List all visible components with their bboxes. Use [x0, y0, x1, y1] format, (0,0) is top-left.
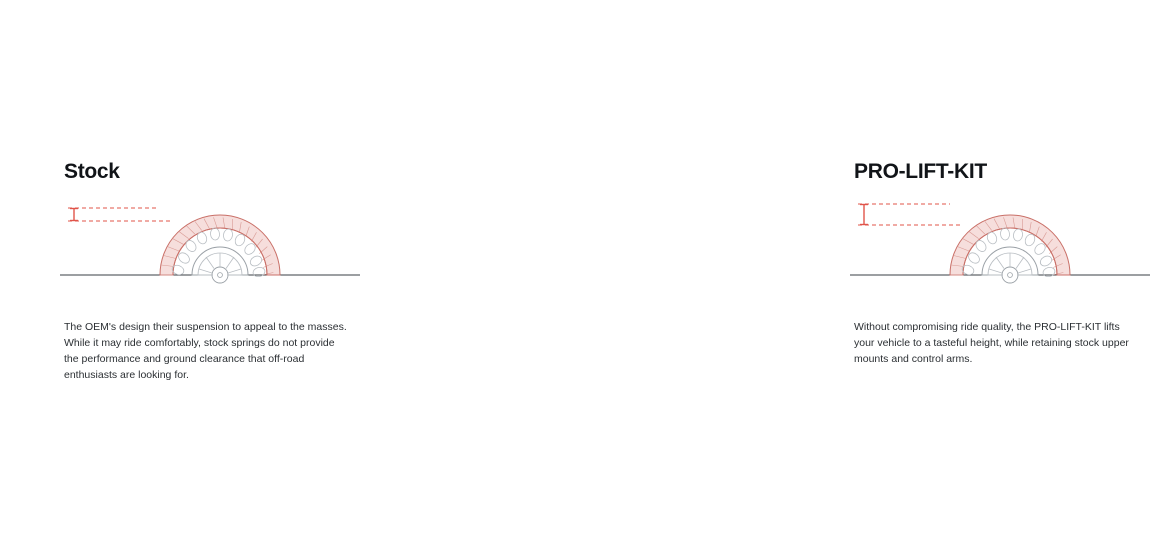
- clearance-measure: [70, 208, 78, 221]
- wheel-clearance-diagram-stock: [60, 188, 360, 298]
- wheel-rim: [192, 247, 248, 283]
- figure-pro-lift-kit: [850, 188, 1150, 298]
- panel-title-stock: Stock: [64, 160, 120, 184]
- wheel-clearance-diagram-pro-lift-kit: [850, 188, 1150, 298]
- wheel-rim: [982, 247, 1038, 283]
- panel-pro-lift-kit: [400, 0, 1129, 534]
- panel-title-pro-lift-kit: PRO-LIFT-KIT: [854, 160, 987, 184]
- panel-stock: [0, 0, 400, 534]
- panel-body-stock: The OEM's design their suspension to appeal to the masses. While it may ride comfortably, stock springs do not provide the performance and ground clearance that off-road enthusiasts are looking for.: [64, 320, 347, 381]
- figure-stock: [60, 188, 360, 298]
- clearance-measure: [860, 204, 868, 225]
- panel-body-pro-lift-kit: Without compromising ride quality, the PRO-LIFT-KIT lifts your vehicle to a tasteful height, while retaining stock upper mounts and control arms.: [854, 320, 1129, 365]
